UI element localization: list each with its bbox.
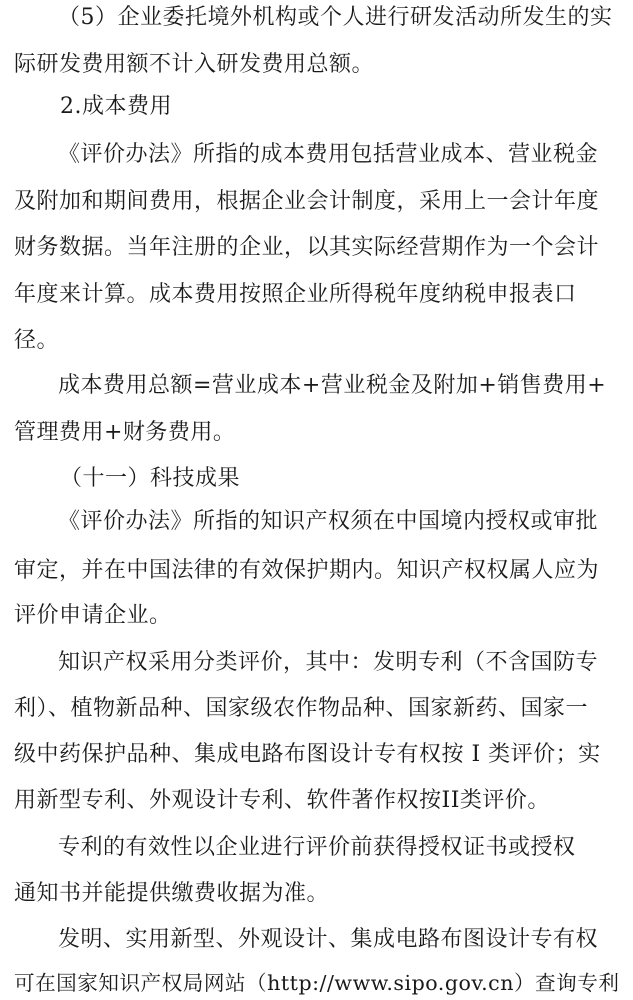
paragraph-line: 通知书并能提供缴费收据为准。 <box>14 881 330 906</box>
paragraph-line: 利）、植物新品种、国家级农作物品种、国家新药、国家一 <box>14 696 589 721</box>
paragraph-line: 及附加和期间费用，根据企业会计制度，采用上一会计年度 <box>14 189 600 214</box>
paragraph-line: 发明、实用新型、外观设计、集成电路布图设计专有权 <box>58 927 599 952</box>
paragraph-line: 际研发费用额不计入研发费用总额。 <box>14 52 375 77</box>
paragraph-line: 级中药保护品种、集成电路布图设计专有权按 I 类评价；实 <box>14 742 601 767</box>
paragraph-line: （5）企业委托境外机构或个人进行研发活动所发生的实 <box>58 5 613 30</box>
paragraph-line: 专利的有效性以企业进行评价前获得授权证书或授权 <box>58 835 576 860</box>
paragraph-line: 管理费用+财务费用。 <box>14 420 236 445</box>
paragraph-line: 知识产权采用分类评价，其中：发明专利（不含国防专 <box>58 650 599 675</box>
paragraph-line: 径。 <box>14 328 60 353</box>
paragraph-line: 评价申请企业。 <box>14 603 172 628</box>
paragraph-line: 年度来计算。成本费用按照企业所得税年度纳税申报表口 <box>14 282 577 307</box>
section-heading: 2.成本费用 <box>60 94 172 119</box>
section-heading: （十一）科技成果 <box>60 466 241 491</box>
paragraph-line: 《评价办法》所指的知识产权须在中国境内授权或审批 <box>58 509 599 534</box>
paragraph-line: 财务数据。当年注册的企业，以其实际经营期作为一个会计 <box>14 235 600 260</box>
paragraph-line: 《评价办法》所指的成本费用包括营业成本、营业税金 <box>58 142 599 167</box>
paragraph-line: 用新型专利、外观设计专利、软件著作权按II类评价。 <box>14 788 550 813</box>
paragraph-line: 可在国家知识产权局网站（http://www.sipo.gov.cn）查询专利 <box>14 971 620 995</box>
paragraph-line: 成本费用总额=营业成本+营业税金及附加+销售费用+ <box>58 373 607 398</box>
paragraph-line: 审定，并在中国法律的有效保护期内。知识产权权属人应为 <box>14 558 600 583</box>
